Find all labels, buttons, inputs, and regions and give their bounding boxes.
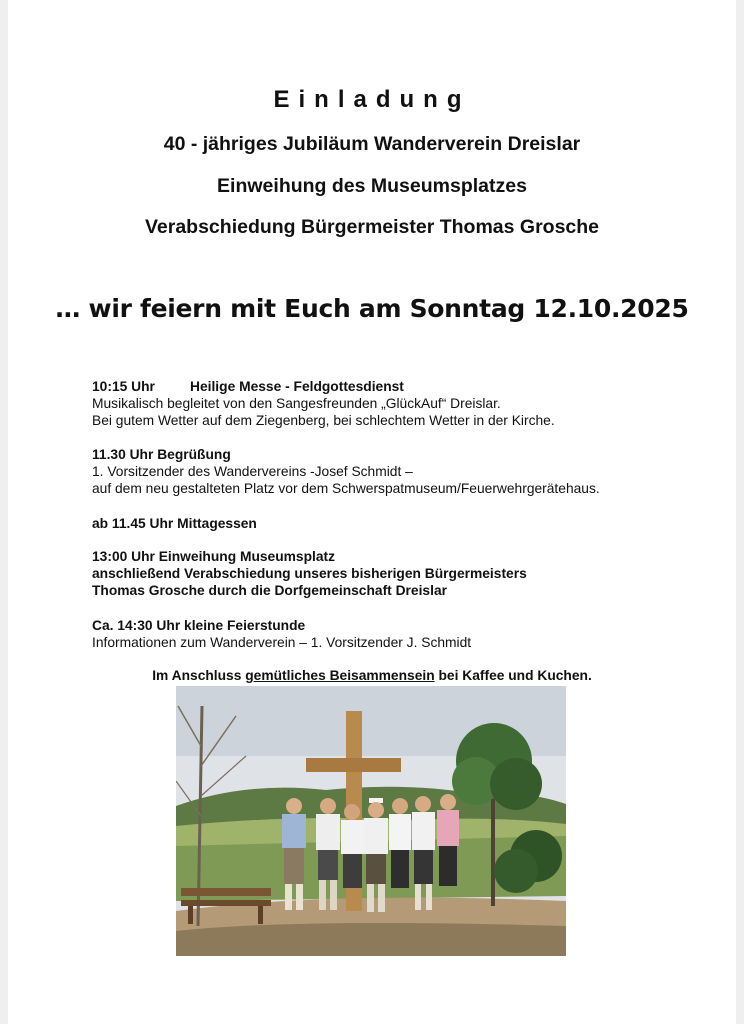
lunch-heading: ab 11.45 Uhr Mittagessen (92, 516, 257, 531)
photo-ground-shadow (176, 923, 566, 956)
subtitle-inauguration: Einweihung des Museumsplatzes (217, 175, 527, 197)
inauguration-detail-2: Thomas Grosche durch die Dorfgemeinschaft Dreislar (92, 583, 447, 598)
closing-pre: Im Anschluss (152, 668, 246, 683)
welcome-heading: 11.30 Uhr Begrüßung (92, 447, 231, 462)
program-item-mass (92, 378, 712, 429)
program-item-inauguration (92, 548, 712, 599)
inauguration-heading: 13:00 Uhr Einweihung Museumsplatz (92, 549, 336, 564)
inauguration-detail-1: anschließend Verabschiedung unseres bisherigen Bürgermeisters (92, 566, 527, 581)
closing-post: bei Kaffee und Kuchen. (434, 668, 592, 683)
program-item-lunch (92, 515, 712, 532)
subtitle-anniversary: 40 - jähriges Jubiläum Wanderverein Dreislar (163, 133, 581, 155)
closing-underlined: gemütliches Beisammensein (245, 668, 435, 683)
page-title: Einladung (273, 86, 471, 113)
ceremony-detail: Informationen zum Wanderverein – 1. Vorsitzender J. Schmidt (92, 635, 472, 650)
mass-detail-1: Musikalisch begleitet von den Sangesfreunden „GlückAuf“ Dreislar. (92, 396, 501, 411)
program-item-welcome (92, 446, 712, 497)
group-photo-at-cross (176, 686, 566, 956)
mass-time: 10:15 Uhr (92, 379, 155, 394)
invitation-page (8, 0, 736, 1024)
mass-title: Heilige Messe - Feldgottesdienst (190, 379, 404, 394)
photo-illustration (176, 686, 566, 956)
subtitle-farewell: Verabschiedung Bürgermeister Thomas Grosche (144, 216, 600, 238)
closing-line (8, 668, 736, 683)
celebration-date-line: … wir feiern mit Euch am Sonntag 12.10.2025 (55, 294, 689, 323)
program-item-ceremony (92, 617, 712, 651)
ceremony-heading: Ca. 14:30 Uhr kleine Feierstunde (92, 618, 306, 633)
welcome-detail-1: 1. Vorsitzender des Wandervereins -Josef Schmidt – (92, 464, 413, 479)
welcome-detail-2: auf dem neu gestalteten Platz vor dem Schwerspatmuseum/Feuerwehrgerätehaus. (92, 481, 600, 496)
mass-detail-2: Bei gutem Wetter auf dem Ziegenberg, bei schlechtem Wetter in der Kirche. (92, 413, 555, 428)
